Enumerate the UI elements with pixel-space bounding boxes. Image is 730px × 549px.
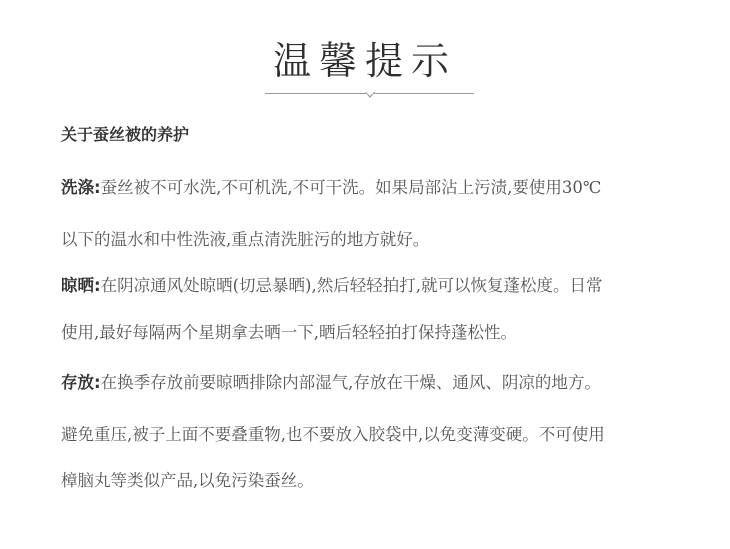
title-divider-right bbox=[374, 93, 474, 94]
drying-label: 晾晒: bbox=[61, 276, 101, 295]
storage-line-3 bbox=[61, 468, 314, 494]
storage-line-2 bbox=[61, 422, 605, 448]
washing-line-1 bbox=[61, 175, 601, 201]
storage-text-2: 避免重压,被子上面不要叠重物,也不要放入胶袋中,以免变薄变硬。不可使用 bbox=[61, 425, 605, 444]
drying-text-2: 使用,最好每隔两个星期拿去晒一下,晒后轻轻拍打保持蓬松性。 bbox=[61, 323, 517, 342]
storage-text-1: 在换季存放前要晾晒排除内部湿气,存放在干燥、通风、阴凉的地方。 bbox=[100, 373, 601, 392]
drying-line-2 bbox=[61, 320, 517, 346]
washing-label: 洗涤: bbox=[61, 178, 101, 197]
divider-notch-inner bbox=[366, 92, 374, 96]
storage-label: 存放: bbox=[61, 373, 101, 392]
title-divider-left bbox=[265, 93, 366, 94]
washing-text-2: 以下的温水和中性洗液,重点清洗脏污的地方就好。 bbox=[61, 230, 430, 249]
storage-line-1 bbox=[61, 370, 601, 396]
drying-text-1: 在阴凉通风处晾晒(切忌暴晒),然后轻轻拍打,就可以恢复蓬松度。日常 bbox=[100, 276, 603, 295]
page-title: 温馨提示 bbox=[272, 39, 457, 83]
section-heading: 关于蚕丝被的养护 bbox=[61, 125, 190, 144]
storage-text-3: 樟脑丸等类似产品,以免污染蚕丝。 bbox=[61, 471, 314, 490]
drying-line-1 bbox=[61, 273, 602, 299]
washing-line-2 bbox=[61, 227, 429, 253]
washing-text-1: 蚕丝被不可水洗,不可机洗,不可干洗。如果局部沾上污渍,要使用30℃ bbox=[100, 178, 602, 197]
